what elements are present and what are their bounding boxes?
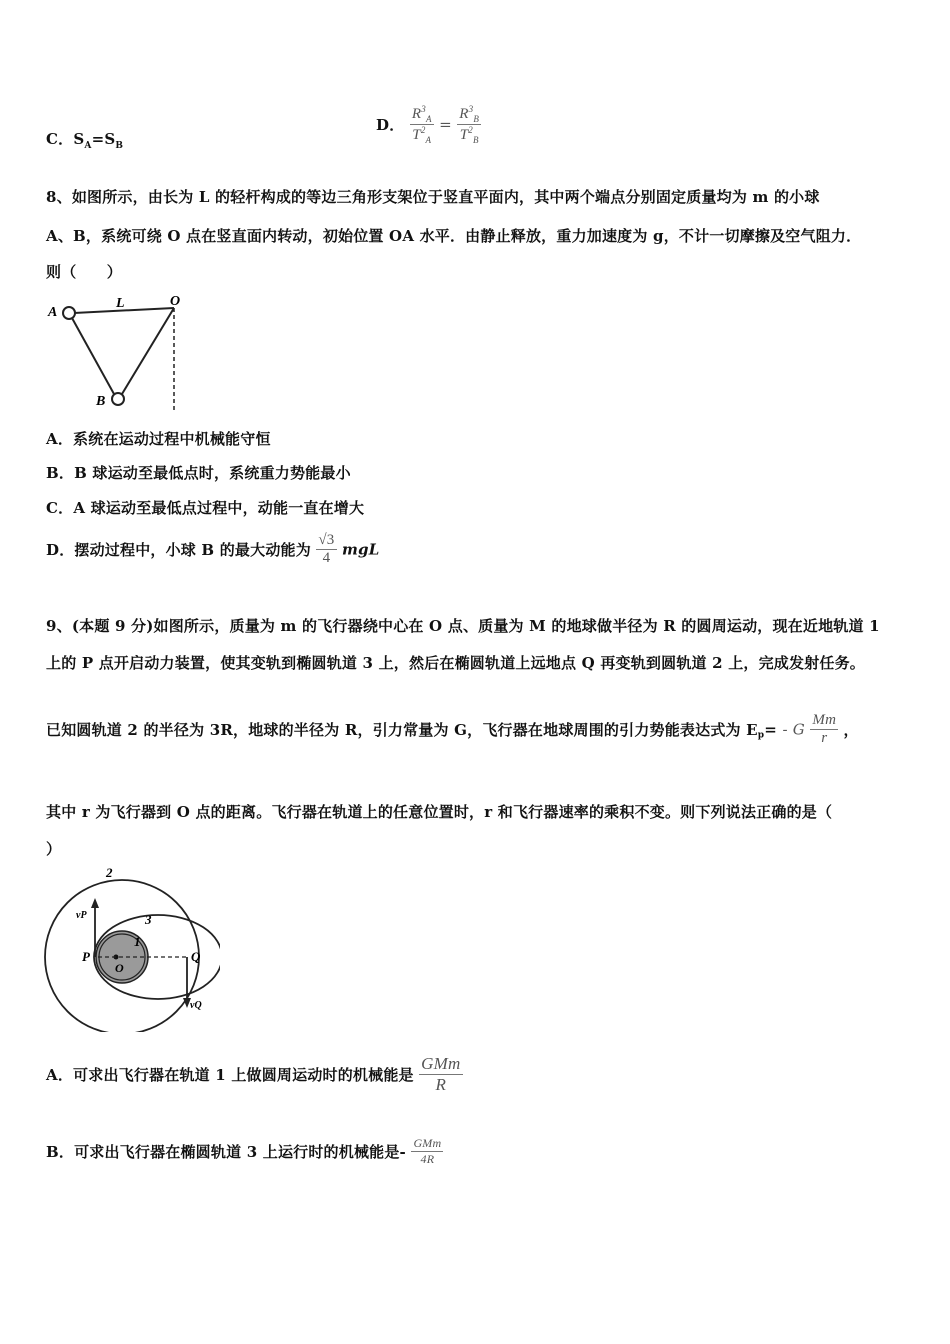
label-vp: vP — [76, 910, 87, 921]
q8-stem-line-3: 则（ ） — [46, 263, 123, 281]
label-vq: vQ — [190, 1000, 202, 1011]
q9-stem-line-4: 其中 r 为飞行器到 O 点的距离。飞行器在轨道上的任意位置时，r 和飞行器速率的乘积不变。则下列说法正确的是（ — [46, 803, 833, 821]
ball-b — [112, 393, 124, 405]
q8-option-b: B．B 球运动至最低点时，系统重力势能最小 — [46, 464, 351, 482]
q7-d-left-fraction: $\frac{R^3_A}{T^2_A}$ — [411, 104, 432, 145]
q8-d-fraction: $\frac{√3}{4}$ — [318, 532, 335, 566]
label-b: B — [96, 394, 106, 409]
q9-stem-line-2: 上的 P 点开启动力装置，使其变轨到椭圆轨道 3 上，然后在椭圆轨道上远地点 Q 再变轨到圆轨道 2 上，完成发射任务。 — [46, 654, 866, 672]
q8-stem-line-1: 8、如图所示，由长为 L 的轻杆构成的等边三角形支架位于竖直平面内，其中两个端点分别固定质量均为 m 的小球 — [46, 188, 820, 206]
q9-stem-line-5: ） — [46, 840, 62, 858]
label-3: 3 — [145, 912, 152, 927]
q9-stem-line-1: 9、(本题 9 分)如图所示，质量为 m 的飞行器绕中心在 O 点、质量为 M 的地球做半径为 R 的圆周运动，现在近地轨道 1 — [46, 617, 880, 635]
q7-option-d: D． $\frac{R^3_A}{T^2_A}$ = $\frac{R^3_B}{T^2_B}$ — [376, 104, 480, 145]
q9-option-b: B．可求出飞行器在椭圆轨道 3 上运行时的机械能是- $\frac{\text{GMm}}{4R}$ — [46, 1136, 442, 1166]
q8-option-d: D．摆动过程中，小球 B 的最大动能为 $\frac{√3}{4}$ mgL — [46, 532, 380, 566]
label-o: O — [115, 961, 124, 975]
q8-triangle-figure — [44, 290, 194, 415]
q9-a-fraction: $\frac{\text{GMm}}{R}$ — [421, 1054, 461, 1094]
q9-option-a: A．可求出飞行器在轨道 1 上做圆周运动时的机械能是 $\frac{\text{GMm}}{R}$ — [46, 1054, 461, 1094]
rod-ab — [72, 318, 114, 394]
label-1: 1 — [134, 934, 141, 949]
vp-arrowhead — [91, 898, 99, 908]
q9-ep-fraction: $\frac{Mm}{r}$ — [812, 712, 837, 746]
q7-d-right-fraction: $\frac{R^3_B}{T^2_B}$ — [459, 104, 480, 145]
q8-stem-line-2: A、B，系统可绕 O 点在竖直面内转动，初始位置 OA 水平．由静止释放，重力加速度为 g，不计一切摩擦及空气阻力． — [46, 227, 862, 245]
label-o: O — [170, 294, 181, 309]
rod-ob — [122, 308, 174, 394]
q9-stem-line-3: 已知圆轨道 2 的半径为 3R，地球的半径为 R，引力常量为 G，飞行器在地球周围的引力势能表达式为 $E_p= - G$ $\frac{Mm}{r}$ ， — [46, 712, 859, 746]
label-q: Q — [191, 949, 201, 964]
ball-a — [63, 307, 75, 319]
q8-option-c: C．A 球运动至最低点过程中，动能一直在增大 — [46, 499, 365, 517]
q9-orbit-figure — [40, 862, 220, 1032]
label-a: A — [48, 305, 58, 320]
q7-option-c: C．$S_A=S_B$ — [46, 130, 124, 151]
label-l: L — [116, 296, 125, 311]
q9-b-fraction: $\frac{\text{GMm}}{4R}$ — [413, 1136, 442, 1166]
q8-option-a: A．系统在运动过程中机械能守恒 — [46, 430, 271, 448]
label-p: P — [82, 949, 90, 964]
label-2: 2 — [106, 865, 113, 880]
